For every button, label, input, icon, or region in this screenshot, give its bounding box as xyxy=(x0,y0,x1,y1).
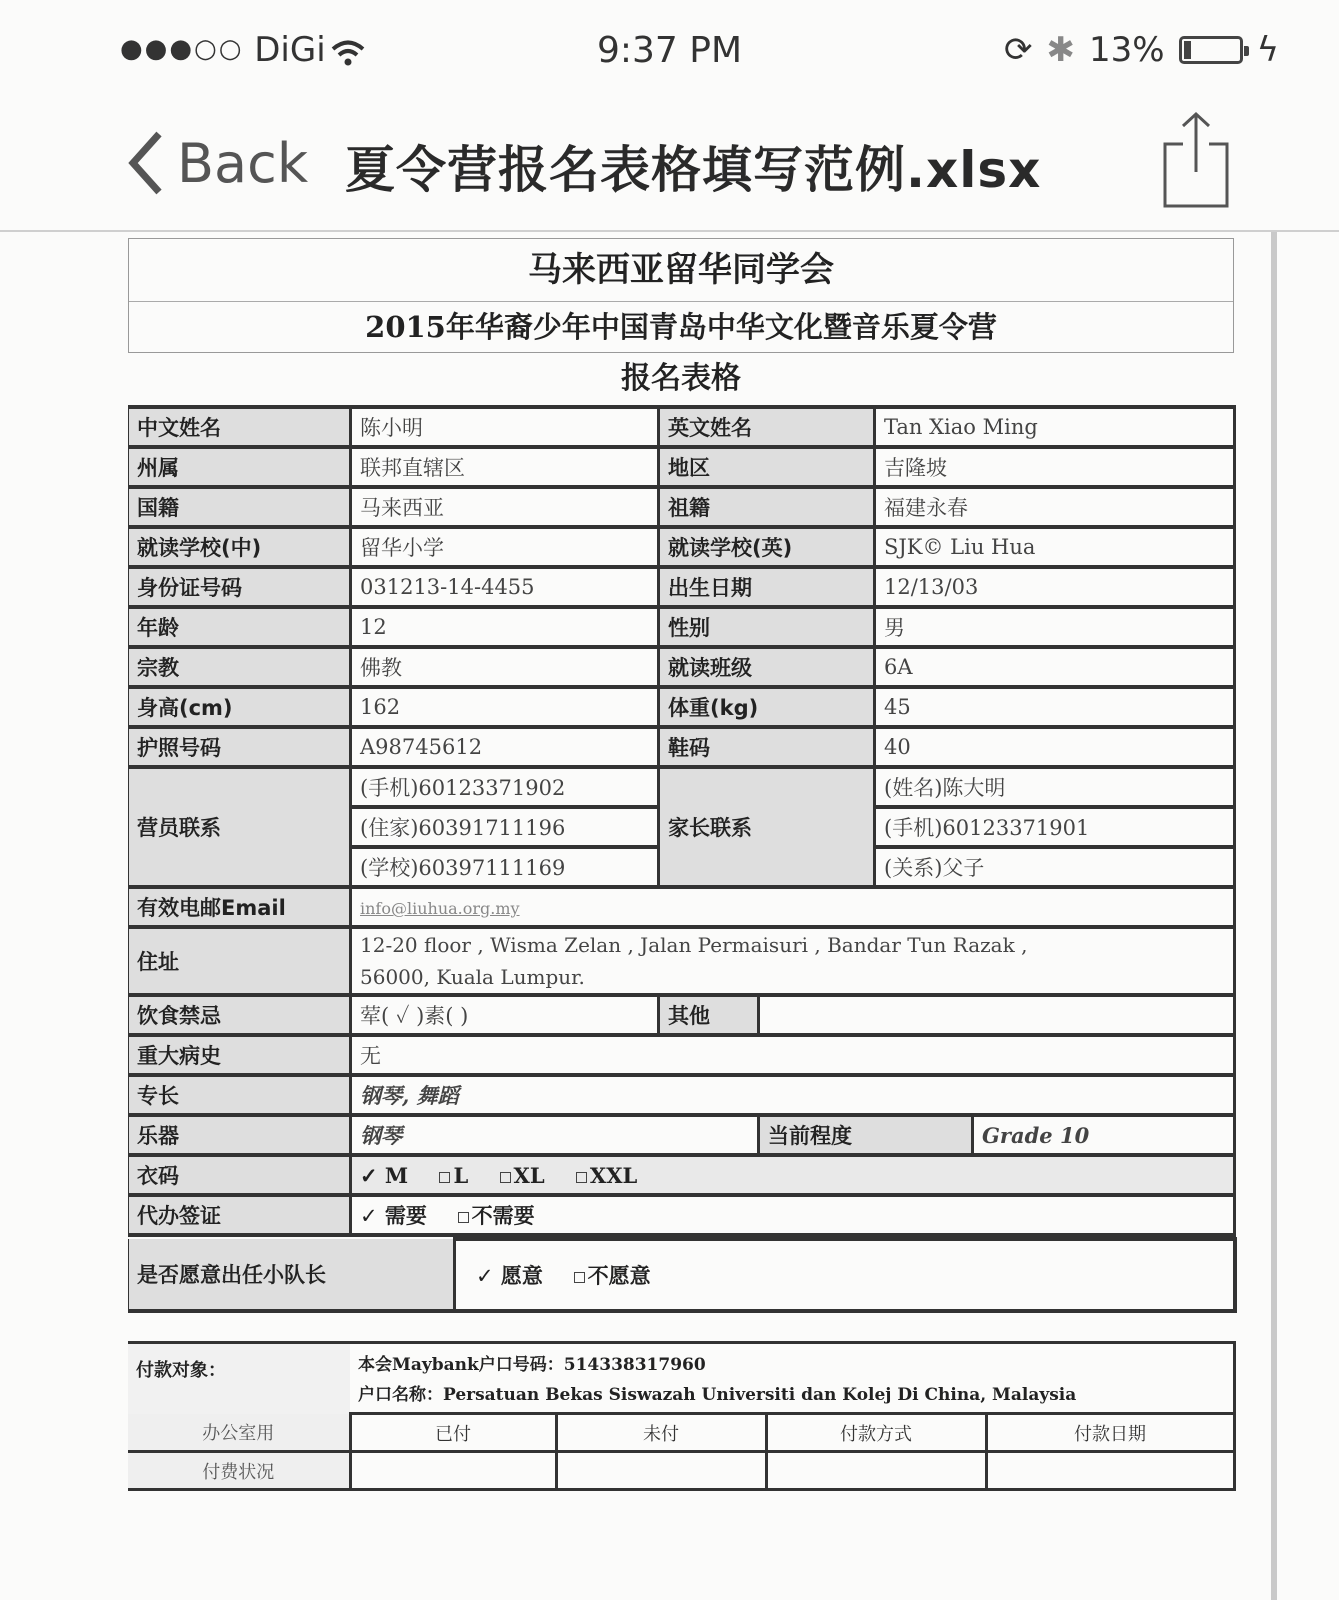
leader-label: 是否愿意出任小队长 xyxy=(129,1239,455,1311)
table-row xyxy=(129,1115,1235,1155)
cell-value[interactable]: 佛教 xyxy=(351,647,659,687)
cell-value[interactable]: 福建永春 xyxy=(875,487,1235,527)
medical-value[interactable]: 无 xyxy=(351,1035,1235,1075)
table-row xyxy=(129,887,1235,927)
carrier-name: DiGi xyxy=(254,30,326,70)
address-line-1: 12-20 floor , Wisma Zelan , Jalan Permaisuri , Bandar Tun Razak , xyxy=(360,933,1028,957)
payment-method-header: 付款方式 xyxy=(766,1414,986,1452)
camper-home[interactable]: (住家)60391711196 xyxy=(351,807,659,847)
checkbox-icon[interactable] xyxy=(576,1172,587,1183)
cell-value[interactable]: 12/13/03 xyxy=(875,567,1235,607)
cell-value[interactable]: SJK© Liu Hua xyxy=(875,527,1235,567)
cell-label: 英文姓名 xyxy=(659,407,875,447)
cell-label: 就读班级 xyxy=(659,647,875,687)
parent-relation[interactable]: (关系)父子 xyxy=(875,847,1235,887)
talent-label: 专长 xyxy=(129,1075,351,1115)
cell-label: 州属 xyxy=(129,447,351,487)
cell-label: 性别 xyxy=(659,607,875,647)
leader-yes[interactable]: ✓ 愿意 xyxy=(476,1264,543,1288)
cell-label: 年龄 xyxy=(129,607,351,647)
unpaid-header: 未付 xyxy=(556,1414,766,1452)
table-row xyxy=(129,687,1235,727)
size-option-m[interactable]: ✓ M xyxy=(360,1162,409,1188)
back-label: Back xyxy=(177,131,309,195)
table-row xyxy=(129,1035,1235,1075)
battery-fill xyxy=(1184,41,1191,59)
payment-label: 付款对象： xyxy=(128,1343,350,1414)
org-name: 马来西亚留华同学会 xyxy=(129,239,1233,302)
table-row xyxy=(129,1155,1235,1195)
instrument-label: 乐器 xyxy=(129,1115,351,1155)
table-row xyxy=(129,527,1235,567)
share-icon[interactable] xyxy=(1161,110,1231,210)
table-row xyxy=(129,727,1235,767)
size-option-l[interactable]: L xyxy=(453,1162,469,1188)
leader-options[interactable] xyxy=(455,1239,1235,1311)
table-row xyxy=(129,767,1235,807)
cell-value[interactable]: 12 xyxy=(351,607,659,647)
level-label: 当前程度 xyxy=(759,1115,973,1155)
diet-label: 饮食禁忌 xyxy=(129,995,351,1035)
table-row xyxy=(129,1075,1235,1115)
visa-yes[interactable]: ✓ 需要 xyxy=(360,1204,427,1228)
leader-no[interactable]: 不愿意 xyxy=(587,1264,651,1288)
size-options[interactable] xyxy=(351,1155,1235,1195)
visa-no[interactable]: 不需要 xyxy=(471,1204,535,1228)
cell-label: 身份证号码 xyxy=(129,567,351,607)
payment-status-label: 付费状况 xyxy=(128,1452,350,1490)
address-value[interactable] xyxy=(351,927,1235,995)
status-bar xyxy=(0,0,1339,110)
level-value[interactable]: Grade 10 xyxy=(973,1115,1235,1155)
table-row xyxy=(128,1452,1234,1490)
document-title: 夏令营报名表格填写范例.xlsx xyxy=(345,141,1042,199)
table-row xyxy=(129,607,1235,647)
checkbox-icon[interactable] xyxy=(500,1172,511,1183)
table-row xyxy=(128,1343,1234,1414)
email-cell[interactable] xyxy=(351,887,1235,927)
table-row xyxy=(129,1195,1235,1235)
table-row xyxy=(129,995,1235,1035)
event-name: 2015年华裔少年中国青岛中华文化暨音乐夏令营 xyxy=(365,310,997,344)
cell-value[interactable]: 陈小明 xyxy=(351,407,659,447)
table-row xyxy=(129,1239,1235,1311)
parent-name[interactable]: (姓名)陈大明 xyxy=(875,767,1235,807)
nav-bar xyxy=(0,110,1339,232)
parent-mobile[interactable]: (手机)60123371901 xyxy=(875,807,1235,847)
visa-options[interactable] xyxy=(351,1195,1235,1235)
cell-label: 祖籍 xyxy=(659,487,875,527)
diet-other-label: 其他 xyxy=(659,995,759,1035)
address-label: 住址 xyxy=(129,927,351,995)
email-label: 有效电邮Email xyxy=(129,887,351,927)
table-row xyxy=(129,567,1235,607)
camper-mobile[interactable]: (手机)60123371902 xyxy=(351,767,659,807)
table-row xyxy=(129,447,1235,487)
cell-value[interactable]: 6A xyxy=(875,647,1235,687)
charging-icon: ϟ xyxy=(1256,30,1279,70)
camper-contact-label: 营员联系 xyxy=(129,767,351,887)
size-label: 衣码 xyxy=(129,1155,351,1195)
medical-label: 重大病史 xyxy=(129,1035,351,1075)
cell-label: 身高(cm) xyxy=(129,687,351,727)
rotation-lock-icon: ⟳ xyxy=(1003,30,1033,70)
cell-value[interactable]: 联邦直辖区 xyxy=(351,447,659,487)
table-row xyxy=(129,407,1235,447)
payment-date-cell[interactable] xyxy=(986,1452,1234,1490)
battery-percent: 13% xyxy=(1088,30,1165,70)
size-option-xl[interactable]: XL xyxy=(513,1162,545,1188)
signal-icon: ●●●○○ xyxy=(120,34,244,64)
address-line-2: 56000, Kuala Lumpur. xyxy=(360,965,585,989)
sheet-header xyxy=(128,238,1234,353)
cell-label: 护照号码 xyxy=(129,727,351,767)
cell-label: 宗教 xyxy=(129,647,351,687)
cell-value[interactable]: 45 xyxy=(875,687,1235,727)
cell-value[interactable]: 40 xyxy=(875,727,1235,767)
scrollbar[interactable] xyxy=(1271,232,1277,1600)
chevron-left-icon xyxy=(125,130,165,196)
office-use-label: 办公室用 xyxy=(128,1414,350,1452)
cell-label: 鞋码 xyxy=(659,727,875,767)
table-row xyxy=(129,487,1235,527)
visa-label: 代办签证 xyxy=(129,1195,351,1235)
cell-label: 体重(kg) xyxy=(659,687,875,727)
bluetooth-icon: ✱ xyxy=(1046,30,1075,70)
cell-label: 国籍 xyxy=(129,487,351,527)
cell-label: 出生日期 xyxy=(659,567,875,607)
paid-cell[interactable] xyxy=(350,1452,556,1490)
payment-info xyxy=(350,1343,1234,1414)
cell-value[interactable]: 男 xyxy=(875,607,1235,647)
leader-table xyxy=(128,1237,1237,1313)
account-name: 户口名称：Persatuan Bekas Siswazah Universiti dan Kolej Di China, Malaysia xyxy=(358,1385,1077,1405)
back-button[interactable] xyxy=(125,130,308,196)
cell-value[interactable]: 031213-14-4455 xyxy=(351,567,659,607)
checkbox-icon[interactable] xyxy=(458,1212,469,1223)
cell-value[interactable]: 马来西亚 xyxy=(351,487,659,527)
status-right xyxy=(1004,30,1279,70)
cell-label: 地区 xyxy=(659,447,875,487)
size-option-xxl[interactable]: XXL xyxy=(589,1162,638,1188)
parent-contact-label: 家长联系 xyxy=(659,767,875,887)
diet-value[interactable]: 荤( ✓ )素( ) xyxy=(351,995,659,1035)
payment-table xyxy=(128,1341,1236,1491)
cell-value[interactable]: A98745612 xyxy=(351,727,659,767)
account-number: 本会Maybank户口号码：514338317960 xyxy=(358,1355,706,1375)
payment-method-cell[interactable] xyxy=(766,1452,986,1490)
paid-header: 已付 xyxy=(350,1414,556,1452)
diet-other-value[interactable] xyxy=(759,995,1235,1035)
registration-form xyxy=(128,405,1236,1237)
cell-value[interactable]: 吉隆坡 xyxy=(875,447,1235,487)
table-row xyxy=(129,647,1235,687)
battery-icon xyxy=(1179,36,1243,64)
table-row xyxy=(129,927,1235,995)
cell-value[interactable]: 162 xyxy=(351,687,659,727)
cell-value[interactable]: 留华小学 xyxy=(351,527,659,567)
cell-label: 就读学校(中) xyxy=(129,527,351,567)
unpaid-cell[interactable] xyxy=(556,1452,766,1490)
instrument-value[interactable]: 钢琴 xyxy=(351,1115,759,1155)
checkbox-icon[interactable] xyxy=(574,1272,585,1283)
spreadsheet xyxy=(128,238,1234,1491)
table-row xyxy=(128,1414,1234,1452)
talent-value[interactable]: 钢琴, 舞蹈 xyxy=(351,1075,1235,1115)
cell-label: 就读学校(英) xyxy=(659,527,875,567)
cell-label: 中文姓名 xyxy=(129,407,351,447)
checkbox-icon[interactable] xyxy=(439,1172,450,1183)
payment-date-header: 付款日期 xyxy=(986,1414,1234,1452)
email-link[interactable]: info@liuhua.org.my xyxy=(360,899,520,918)
cell-value[interactable]: Tan Xiao Ming xyxy=(875,407,1235,447)
camper-school[interactable]: (学校)60397111169 xyxy=(351,847,659,887)
form-title: 报名表格 xyxy=(621,361,741,396)
clock: 9:37 PM xyxy=(596,30,743,71)
